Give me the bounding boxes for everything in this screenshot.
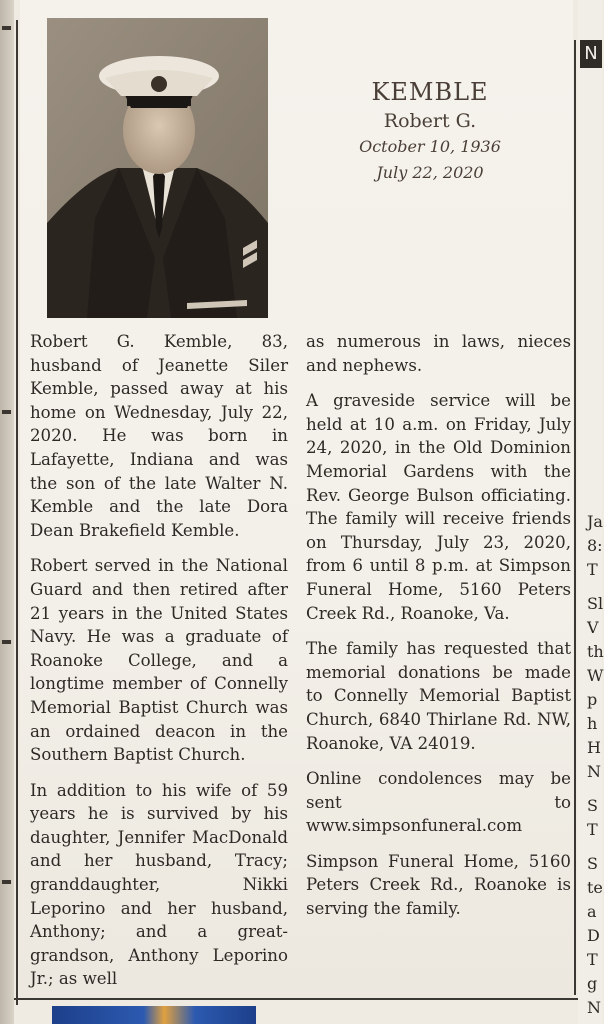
left-margin-strip (0, 0, 14, 1024)
paragraph-graveside: A graveside service will be held at 10 a.m. on Friday, July 24, 2020, in the Old Dominion Memorial Gardens with the Rev. George Bulson officiating. The family will receive friends on Thursday, July 23, 2020, from 6 until 8 p.m. at Simpson Funeral Home, 5160 Peters Creek Rd., Roanoke, Va. (306, 391, 571, 623)
paragraph-funeral-home: Simpson Funeral Home, 5160 Peters Creek Rd., Roanoke is serving the family. (306, 851, 571, 919)
adjacent-fragment: S (587, 796, 598, 815)
adjacent-fragment: p (587, 690, 598, 709)
text-column-2 (306, 330, 571, 933)
adjacent-column (578, 0, 602, 1024)
paragraph-donations: The family has requested that memorial donations be made to Connelly Memorial Baptist Church, 6840 Thirlane Rd. NW, Roanoke, VA 24019. (306, 639, 571, 753)
adjacent-fragment: a (587, 902, 597, 921)
adjacent-fragment: T (587, 950, 598, 969)
adjacent-fragment: te (587, 878, 603, 897)
adjacent-fragment: h (587, 714, 598, 733)
paragraph-survivors: In addition to his wife of 59 years he is survived by his daughter, Jennifer MacDonald and her husband, Tracy; granddaughter, Nikki Leporino and her husband, Anthony; and a great-grandson, Anthony Leporino Jr.; as well (30, 780, 288, 989)
adjacent-fragment: D (587, 926, 600, 945)
adjacent-fragment: W (587, 666, 604, 685)
paragraph-biography: Robert G. Kemble, 83, husband of Jeanette Siler Kemble, passed away at his home on Wednesday, July 22, 2020. He was born in Lafayette, Indiana and was the son of the late Walter N. Kemble and the late Dora Dean Brakefield Kemble. (30, 332, 288, 540)
adjacent-fragment: th (587, 642, 604, 661)
adjacent-fragment: g (587, 974, 598, 993)
adjacent-fragment: 8: (587, 536, 603, 555)
surname: KEMBLE (371, 78, 489, 106)
adjacent-fragment: S (587, 854, 598, 873)
column-rule-right (574, 40, 576, 995)
death-date: July 22, 2020 (376, 163, 484, 182)
adjacent-fragment: H (587, 738, 601, 757)
adjacent-fragment: Ja (587, 512, 603, 531)
birth-date: October 10, 1936 (359, 137, 501, 156)
given-name: Robert G. (383, 110, 477, 132)
adjacent-fragment: T (587, 560, 598, 579)
adjacent-fragment: N (587, 762, 601, 781)
obituary-heading (330, 78, 530, 186)
paragraph-survivors-cont: as numerous in laws, nieces and nephews. (306, 332, 571, 375)
text-column-1 (30, 330, 288, 1003)
adjacent-fragment: N (587, 998, 601, 1017)
portrait-photo-icon (47, 18, 268, 318)
adjacent-fragment: Sl (587, 594, 604, 613)
section-tab: N (580, 40, 602, 68)
adjacent-fragment: T (587, 820, 598, 839)
paragraph-condolences: Online condolences may be sent to www.simpsonfuneral.com (306, 769, 571, 836)
column-rule-left (16, 20, 18, 1005)
paragraph-service: Robert served in the National Guard and then retired after 21 years in the United States Navy. He was a graduate of Roanoke College, and a longtime member of Connelly Memorial Baptist Church was an ordained deacon in the Southern Baptist Church. (30, 556, 288, 765)
next-obituary-photo-icon (52, 1006, 256, 1024)
adjacent-fragment: V (587, 618, 599, 637)
